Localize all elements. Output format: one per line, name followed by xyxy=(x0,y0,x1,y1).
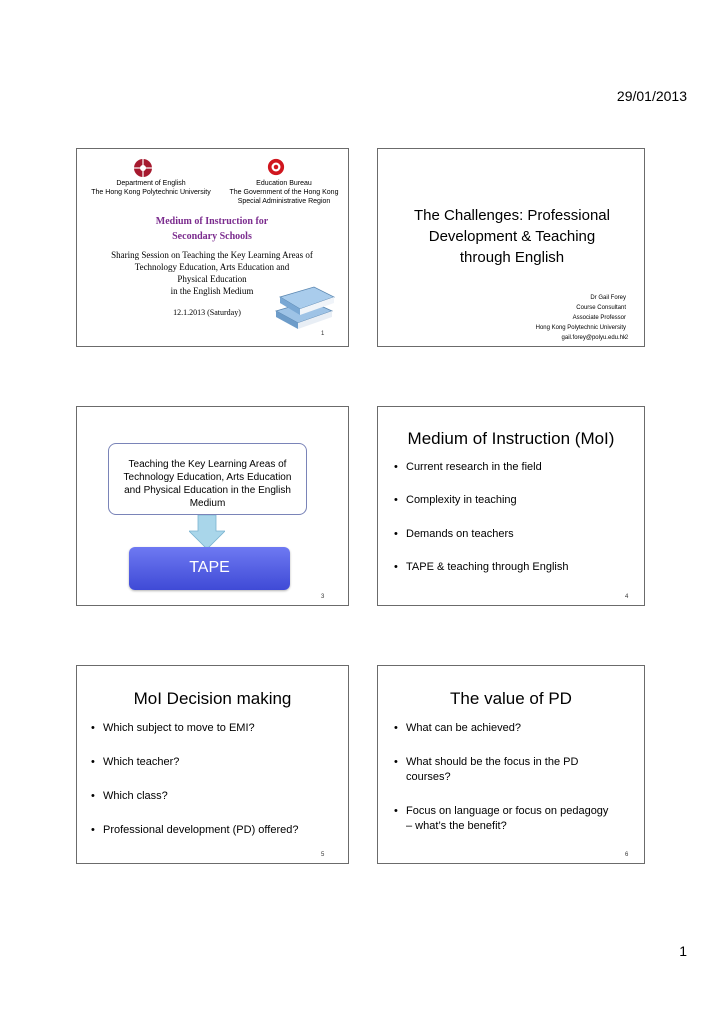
edb-department xyxy=(225,179,343,206)
slide-number: 2 xyxy=(625,335,629,341)
hksar-emblem-icon xyxy=(267,158,285,176)
slide-5[interactable] xyxy=(76,665,349,864)
slide1-subtitle-line1: Sharing Session on Teaching the Key Learning Areas of xyxy=(111,250,313,260)
tape-box xyxy=(129,547,290,590)
list-item: • Which class? xyxy=(91,789,346,804)
dept-right-line1: Education Bureau xyxy=(256,180,312,187)
list-item: • Professional development (PD) offered? xyxy=(91,823,346,838)
slide-number: 6 xyxy=(625,852,629,858)
list-item: • Current research in the field xyxy=(394,460,640,475)
slide1-date: 12.1.2013 (Saturday) xyxy=(173,308,241,317)
klas-box-line1: Teaching the Key Learning Areas of xyxy=(128,459,287,470)
list-item xyxy=(394,721,642,736)
bullet-text-line2: – what’s the benefit? xyxy=(406,820,507,832)
list-item xyxy=(394,755,642,785)
polyu-logo-icon xyxy=(133,158,153,178)
bullet-text: What can be achieved? xyxy=(406,722,521,734)
slide2-title-line2: Development & Teaching xyxy=(428,228,596,245)
slide-3[interactable] xyxy=(76,406,349,606)
slide-1[interactable] xyxy=(76,148,349,347)
slide-number: 3 xyxy=(321,594,325,600)
author-name: Dr Gail Forey xyxy=(590,295,626,301)
dept-left-line2: The Hong Kong Polytechnic University xyxy=(91,189,211,196)
author-email[interactable]: gail.forey@polyu.edu.hk xyxy=(561,335,626,341)
slide-number: 5 xyxy=(321,852,325,858)
list-item: • Demands on teachers xyxy=(394,527,640,542)
slide-number: 1 xyxy=(321,331,325,337)
polyu-department xyxy=(81,179,221,197)
dept-right-line3: Special Administrative Region xyxy=(237,198,331,205)
klas-box xyxy=(108,443,307,515)
slide5-bullets xyxy=(91,721,346,841)
page-number: 1 xyxy=(679,943,687,959)
slide1-subtitle-line3: Physical Education xyxy=(177,274,247,284)
bullet-text-line2: courses? xyxy=(406,771,451,783)
slide2-author xyxy=(535,293,629,343)
slide4-title: Medium of Instruction (MoI) xyxy=(407,429,615,448)
slide2-title-line3: through English xyxy=(459,249,565,266)
slide1-subtitle-line2: Technology Education, Arts Education and xyxy=(134,262,290,272)
slide-2[interactable] xyxy=(377,148,645,347)
slide1-title-line2: Secondary Schools xyxy=(172,231,252,242)
dept-left-line1: Department of English xyxy=(116,180,186,187)
page-date: 29/01/2013 xyxy=(616,88,687,104)
slide4-bullets xyxy=(394,460,640,580)
author-position: Associate Professor xyxy=(572,315,626,321)
list-item: • Which subject to move to EMI? xyxy=(91,721,346,736)
klas-box-line2: Technology Education, Arts Education xyxy=(123,472,292,483)
klas-box-line3: and Physical Education in the English xyxy=(124,485,291,496)
list-item: • TAPE & teaching through English xyxy=(394,560,640,575)
author-institution: Hong Kong Polytechnic University xyxy=(535,325,626,331)
slide1-title-line1: Medium of Instruction for xyxy=(155,216,269,227)
list-item xyxy=(394,804,642,834)
tape-label: TAPE xyxy=(189,559,230,576)
down-arrow-icon xyxy=(189,515,225,549)
bullet-text-line1: • What should be the focus in the PD xyxy=(406,756,579,768)
list-item: • Which teacher? xyxy=(91,755,346,770)
slide1-title xyxy=(77,214,347,244)
slide6-title: The value of PD xyxy=(450,689,572,708)
dept-right-line2: The Government of the Hong Kong xyxy=(229,189,339,196)
slide1-subtitle-line4: in the English Medium xyxy=(170,286,254,296)
slide-6[interactable] xyxy=(377,665,645,864)
books-icon xyxy=(272,281,338,333)
list-item: • Complexity in teaching xyxy=(394,493,640,508)
slide-4[interactable] xyxy=(377,406,645,606)
author-role: Course Consultant xyxy=(576,305,626,311)
slide5-title: MoI Decision making xyxy=(133,689,292,708)
klas-box-line4: Medium xyxy=(189,498,226,509)
slide-number: 4 xyxy=(625,594,629,600)
slide2-title xyxy=(378,205,645,268)
bullet-text-line1: • Focus on language or focus on pedagogy xyxy=(406,805,609,817)
slide6-bullets xyxy=(394,721,642,851)
slide2-title-line1: The Challenges: Professional xyxy=(414,207,610,224)
